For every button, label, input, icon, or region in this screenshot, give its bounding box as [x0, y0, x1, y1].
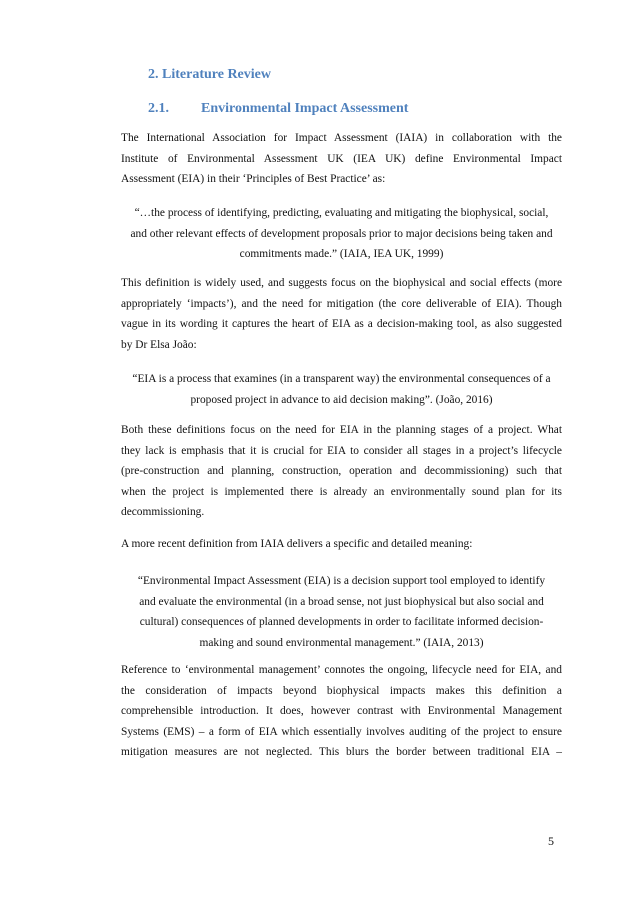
text-line: Systems (EMS) – a form of EIA which essentially involves auditing of the project to ensure	[121, 725, 562, 738]
quote-3	[121, 571, 562, 653]
text-line: appropriately ‘impacts’), and the need for mitigation (the core deliverable of EIA). Though	[121, 297, 562, 310]
text-line: “…the process of identifying, predicting, evaluating and mitigating the biophysical, social,	[134, 207, 549, 219]
text-line: The International Association for Impact Assessment (IAIA) in collaboration with the	[121, 132, 562, 144]
subsection-title: Environmental Impact Assessment	[201, 101, 409, 116]
paragraph-4	[121, 534, 562, 555]
text-line: “Environmental Impact Assessment (EIA) is a decision support tool employed to identify	[137, 575, 546, 587]
text-line: and other relevant effects of development proposals prior to major decisions being taken and	[130, 227, 553, 240]
text-line: Both these definitions focus on the need for EIA in the planning stages of a project. What	[121, 424, 562, 436]
text-line: “EIA is a process that examines (in a transparent way) the environmental consequences of a	[132, 373, 551, 385]
text-line: making and sound environmental management.” (IAIA, 2013)	[199, 636, 484, 649]
page-number: 5	[548, 834, 554, 848]
text-line: by Dr Elsa João:	[121, 338, 197, 351]
text-line: Assessment (EIA) in their ‘Principles of Best Practice’ as:	[121, 173, 386, 186]
paragraph-3	[121, 420, 562, 523]
quote-1	[121, 203, 562, 265]
text-line: Institute of Environmental Assessment UK (IEA UK) define Environmental Impact	[121, 152, 562, 165]
text-line: (pre-construction and planning, construction, operation and decommissioning) such that	[121, 465, 562, 478]
text-line: mitigation measures are not neglected. This blurs the border between traditional EIA –	[121, 746, 562, 759]
quote-2	[121, 369, 562, 410]
text-line: decommissioning.	[121, 506, 205, 519]
paragraph-1	[121, 128, 562, 190]
text-line: cultural) consequences of planned developments in order to facilitate informed decision-	[139, 616, 544, 629]
text-line: This definition is widely used, and suggests focus on the biophysical and social effects (more	[121, 277, 562, 289]
text-line: they lack is emphasis that it is crucial for EIA to consider all stages in a project’s lifecycle	[121, 444, 562, 457]
text-line: Reference to ‘environmental management’ connotes the ongoing, lifecycle need for EIA, and	[121, 664, 562, 676]
text-line: A more recent definition from IAIA delivers a specific and detailed meaning:	[121, 538, 473, 550]
section-heading: 2. Literature Review	[148, 67, 271, 82]
text-line: when the project is implemented there is already an environmentally sound plan for its	[121, 485, 562, 498]
paragraph-2	[121, 273, 562, 355]
text-line: proposed project in advance to aid decision making”. (João, 2016)	[190, 393, 493, 406]
text-line: vague in its wording it captures the heart of EIA as a decision-making tool, as also suggested	[121, 318, 562, 331]
subsection-number: 2.1.	[148, 101, 169, 116]
text-line: the consideration of impacts beyond biophysical impacts makes this definition a	[121, 684, 562, 697]
text-line: commitments made.” (IAIA, IEA UK, 1999)	[239, 248, 444, 261]
paragraph-5	[121, 660, 562, 763]
text-line: and evaluate the environmental (in a broad sense, not just biophysical but also social and	[139, 595, 544, 608]
text-line: comprehensible introduction. It does, however contrast with Environmental Management	[121, 705, 562, 718]
